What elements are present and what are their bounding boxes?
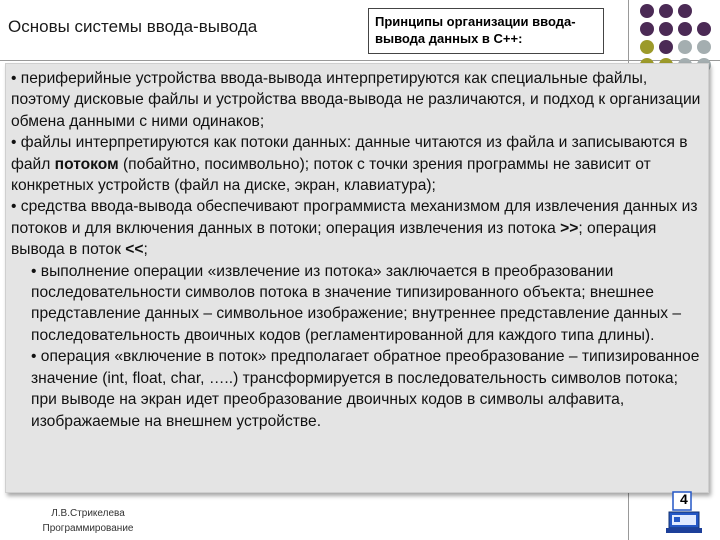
dot bbox=[659, 40, 673, 54]
dot bbox=[640, 40, 654, 54]
dot bbox=[659, 22, 673, 36]
sub-bullet-insertion: • операция «включение в поток» предполагает обратное преобразование – типизированное значение (int, float, char, …..) трансформируется в последовательность символов потока; при выводе на экран идет преобразование двоичных кодов в символы алфавита, изображаемые на внешнем устройстве. bbox=[31, 348, 700, 430]
sub-bullet-extraction: • выполнение операции «извлечение из потока» заключается в преобразовании последовательности символов потока в значение типизированного объекта; внешнее представление данных – символьное изображение; внутреннее представление данных – последовательность двоичных кодов (регламентированной для каждого типа длины). bbox=[31, 262, 682, 344]
dot bbox=[640, 22, 654, 36]
author-course: Программирование bbox=[42, 523, 134, 534]
dot bbox=[678, 22, 692, 36]
bullet-peripheral-devices: • периферийные устройства ввода-вывода интерпретируются как специальные файлы, поэтому дисковые файлы и устройства ввода-вывода не различаются, и подход к организации обмена данными с ними одинаков; bbox=[11, 70, 701, 130]
author-name: Л.В.Стрикелева bbox=[51, 508, 125, 519]
dot bbox=[697, 40, 711, 54]
insertion-operator: << bbox=[125, 241, 144, 259]
page-number: 4 bbox=[680, 491, 688, 507]
bold-term-stream: потоком bbox=[54, 155, 119, 173]
text-span: (побайтно, посимвольно); поток с точки зрения программы не зависит от конкретных устройств (файл на диске, экран, клавиатура); bbox=[11, 155, 651, 195]
extraction-operator: >> bbox=[560, 219, 579, 237]
dot bbox=[678, 4, 692, 18]
dot bbox=[640, 4, 654, 18]
bullet-files-as-streams bbox=[11, 132, 702, 196]
text-span: ; операция вывода в поток bbox=[11, 219, 657, 259]
author-footer bbox=[28, 506, 148, 536]
bullet-io-mechanism bbox=[11, 196, 702, 260]
text-span: • файлы интерпретируются как потоки данных: данные читаются из файла и записываются в файл bbox=[11, 134, 688, 173]
text-span: ; bbox=[143, 241, 148, 259]
dot bbox=[678, 40, 692, 54]
dot bbox=[659, 4, 673, 18]
dot bbox=[697, 22, 711, 36]
horizontal-divider bbox=[0, 60, 720, 61]
content-box bbox=[5, 63, 709, 493]
subtitle-box: Принципы организации ввода-вывода данных в C++: bbox=[368, 8, 604, 54]
text-span: • средства ввода-вывода обеспечивают программиста механизмом для извлечения данных из потоков и для включения данных в потоки; операция извлечения из потока bbox=[11, 198, 698, 237]
slide-title: Основы системы ввода-вывода bbox=[8, 17, 258, 36]
